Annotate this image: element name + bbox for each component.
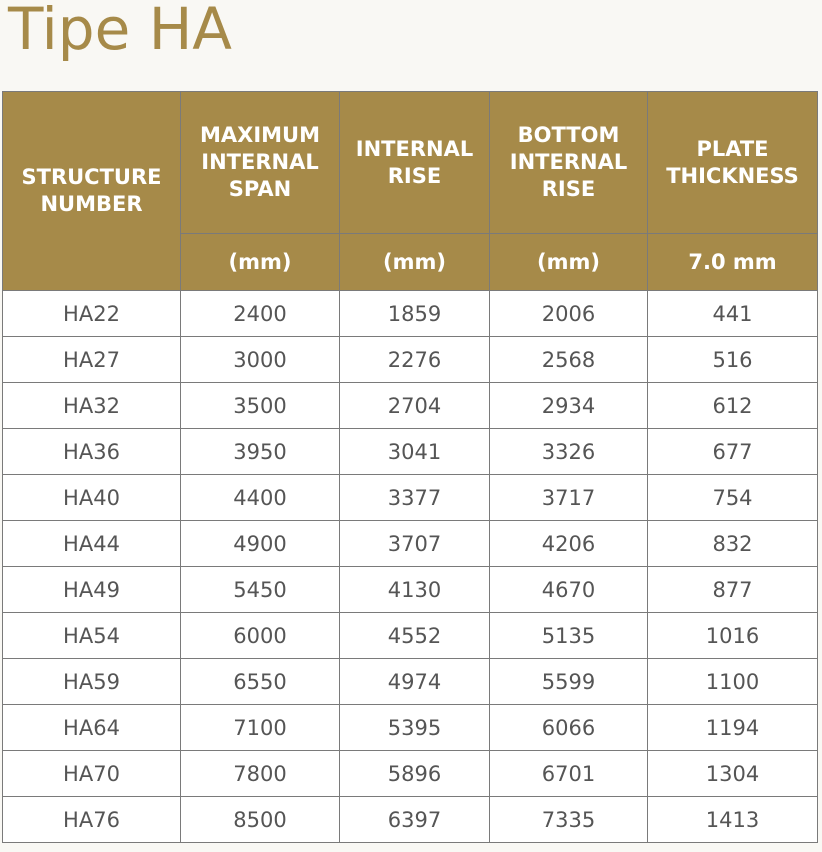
cell-bottom-internal-rise: 5135 xyxy=(490,613,648,659)
cell-structure-number: HA44 xyxy=(3,521,181,567)
table-row xyxy=(3,705,818,751)
header-line: INTERNAL xyxy=(355,136,474,161)
cell-bottom-internal-rise: 6066 xyxy=(490,705,648,751)
cell-plate-thickness: 832 xyxy=(648,521,818,567)
cell-maximum-internal-span: 8500 xyxy=(181,797,340,843)
cell-structure-number: HA32 xyxy=(3,383,181,429)
header-structure-number xyxy=(3,92,181,291)
cell-maximum-internal-span: 2400 xyxy=(181,291,340,337)
cell-structure-number: HA40 xyxy=(3,475,181,521)
cell-maximum-internal-span: 4400 xyxy=(181,475,340,521)
header-plate-thickness xyxy=(648,92,818,234)
cell-internal-rise: 5395 xyxy=(340,705,490,751)
table-row xyxy=(3,659,818,705)
table-row xyxy=(3,613,818,659)
cell-maximum-internal-span: 3000 xyxy=(181,337,340,383)
cell-bottom-internal-rise: 2006 xyxy=(490,291,648,337)
cell-structure-number: HA27 xyxy=(3,337,181,383)
cell-structure-number: HA59 xyxy=(3,659,181,705)
header-line: RISE xyxy=(387,163,442,188)
cell-plate-thickness: 516 xyxy=(648,337,818,383)
cell-internal-rise: 3041 xyxy=(340,429,490,475)
header-internal-rise xyxy=(340,92,490,234)
cell-maximum-internal-span: 5450 xyxy=(181,567,340,613)
table-row xyxy=(3,521,818,567)
header-line: STRUCTURE xyxy=(21,165,162,189)
cell-maximum-internal-span: 7800 xyxy=(181,751,340,797)
table-body xyxy=(3,291,818,843)
cell-bottom-internal-rise: 6701 xyxy=(490,751,648,797)
cell-structure-number: HA36 xyxy=(3,429,181,475)
cell-structure-number: HA76 xyxy=(3,797,181,843)
cell-plate-thickness: 1100 xyxy=(648,659,818,705)
header-line: THICKNESS xyxy=(666,163,799,188)
cell-plate-thickness: 1016 xyxy=(648,613,818,659)
cell-maximum-internal-span: 6550 xyxy=(181,659,340,705)
cell-plate-thickness: 754 xyxy=(648,475,818,521)
cell-internal-rise: 2276 xyxy=(340,337,490,383)
spec-table xyxy=(2,91,818,843)
cell-internal-rise: 5896 xyxy=(340,751,490,797)
cell-bottom-internal-rise: 7335 xyxy=(490,797,648,843)
unit-maximum-internal-span: (mm) xyxy=(181,234,340,291)
header-line: PLATE xyxy=(696,136,769,161)
table-row xyxy=(3,429,818,475)
cell-internal-rise: 2704 xyxy=(340,383,490,429)
cell-plate-thickness: 441 xyxy=(648,291,818,337)
table-row xyxy=(3,291,818,337)
cell-structure-number: HA70 xyxy=(3,751,181,797)
header-line: SPAN xyxy=(228,177,292,201)
table-row xyxy=(3,567,818,613)
cell-bottom-internal-rise: 5599 xyxy=(490,659,648,705)
cell-internal-rise: 3377 xyxy=(340,475,490,521)
cell-internal-rise: 6397 xyxy=(340,797,490,843)
cell-maximum-internal-span: 6000 xyxy=(181,613,340,659)
header-line: INTERNAL xyxy=(509,150,628,174)
table-row xyxy=(3,797,818,843)
unit-bottom-internal-rise: (mm) xyxy=(490,234,648,291)
cell-bottom-internal-rise: 3717 xyxy=(490,475,648,521)
cell-maximum-internal-span: 3500 xyxy=(181,383,340,429)
cell-bottom-internal-rise: 2934 xyxy=(490,383,648,429)
cell-plate-thickness: 877 xyxy=(648,567,818,613)
page-title: Tipe HA xyxy=(8,0,232,63)
cell-structure-number: HA64 xyxy=(3,705,181,751)
cell-plate-thickness: 1413 xyxy=(648,797,818,843)
cell-internal-rise: 3707 xyxy=(340,521,490,567)
cell-internal-rise: 4552 xyxy=(340,613,490,659)
header-maximum-internal-span xyxy=(181,92,340,234)
header-line: BOTTOM xyxy=(517,123,620,147)
header-line: MAXIMUM xyxy=(199,123,320,147)
table-row xyxy=(3,475,818,521)
cell-bottom-internal-rise: 4670 xyxy=(490,567,648,613)
cell-structure-number: HA49 xyxy=(3,567,181,613)
unit-plate-thickness: 7.0 mm xyxy=(648,234,818,291)
table-row xyxy=(3,383,818,429)
cell-bottom-internal-rise: 2568 xyxy=(490,337,648,383)
cell-maximum-internal-span: 4900 xyxy=(181,521,340,567)
table-row xyxy=(3,751,818,797)
cell-structure-number: HA22 xyxy=(3,291,181,337)
cell-plate-thickness: 1194 xyxy=(648,705,818,751)
cell-internal-rise: 4974 xyxy=(340,659,490,705)
cell-bottom-internal-rise: 4206 xyxy=(490,521,648,567)
cell-plate-thickness: 1304 xyxy=(648,751,818,797)
cell-plate-thickness: 677 xyxy=(648,429,818,475)
header-line: INTERNAL xyxy=(201,150,319,174)
table-row xyxy=(3,337,818,383)
cell-structure-number: HA54 xyxy=(3,613,181,659)
header-row xyxy=(3,92,818,234)
header-line: RISE xyxy=(541,177,596,201)
cell-maximum-internal-span: 3950 xyxy=(181,429,340,475)
cell-maximum-internal-span: 7100 xyxy=(181,705,340,751)
cell-plate-thickness: 612 xyxy=(648,383,818,429)
unit-internal-rise: (mm) xyxy=(340,234,490,291)
cell-bottom-internal-rise: 3326 xyxy=(490,429,648,475)
header-bottom-internal-rise xyxy=(490,92,648,234)
header-line: NUMBER xyxy=(40,192,143,216)
cell-internal-rise: 1859 xyxy=(340,291,490,337)
cell-internal-rise: 4130 xyxy=(340,567,490,613)
